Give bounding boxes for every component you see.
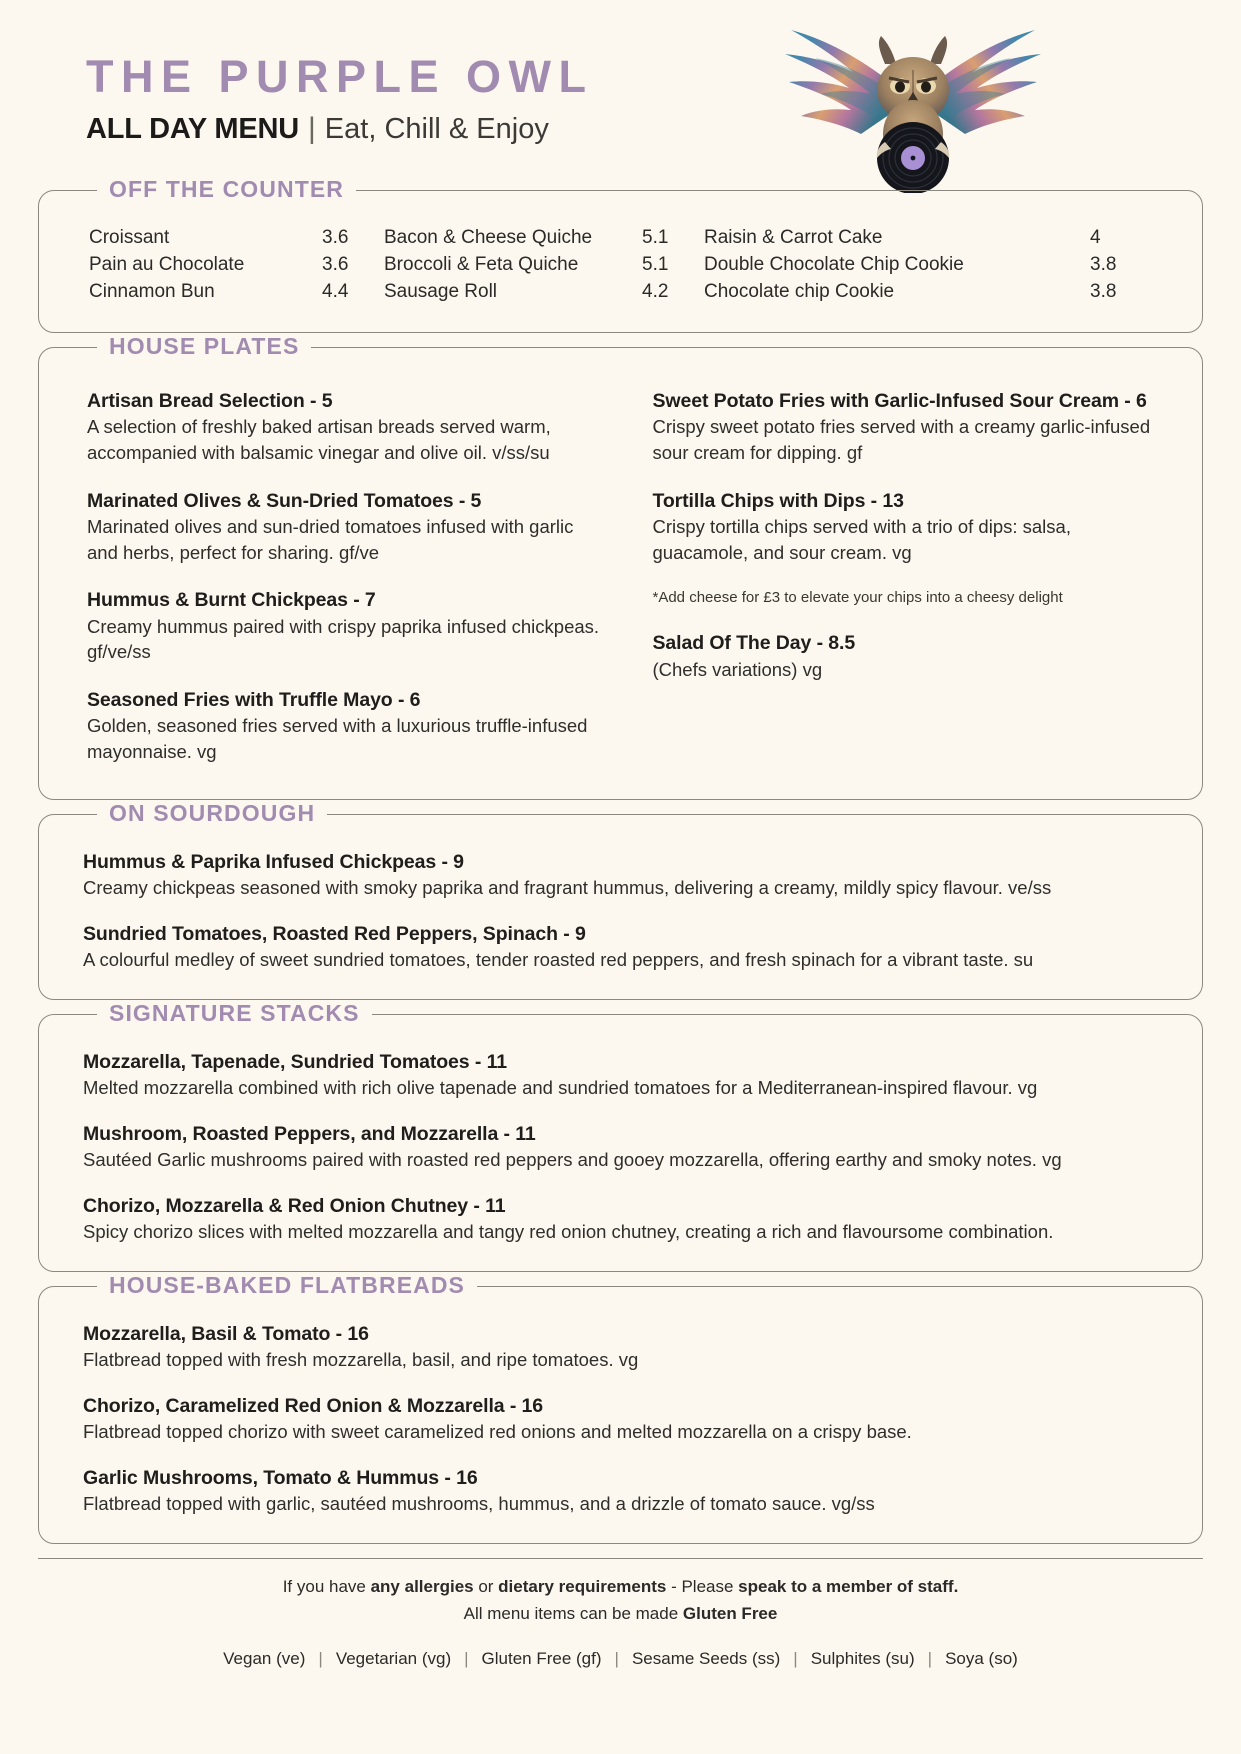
counter-column-3-names (704, 225, 1090, 306)
menu-item (83, 921, 1158, 973)
item-description: Marinated olives and sun-dried tomatoes infused with garlic and herbs, perfect for sharing. gf/ve (87, 515, 574, 563)
item-title: Artisan Bread Selection - 5 (87, 389, 333, 412)
section-off-the-counter (38, 176, 1203, 333)
list-item: Double Chocolate Chip Cookie (704, 253, 964, 275)
item-description: Flatbread topped chorizo with sweet caramelized red onions and melted mozzarella on a crispy base. (83, 1421, 912, 1443)
allergen-vegetarian: Vegetarian (vg) (335, 1648, 452, 1668)
list-item: Bacon & Cheese Quiche (384, 227, 593, 248)
item-price: 5.1 (642, 253, 669, 275)
item-title: Hummus & Paprika Infused Chickpeas - 9 (83, 850, 464, 873)
house-baked-flatbreads-body (39, 1287, 1202, 1543)
counter-column-1-names (89, 225, 322, 306)
menu-item (87, 488, 601, 566)
allergy-bold-staff: speak to a member of staff. (738, 1576, 959, 1596)
allergen-separator: | (464, 1648, 469, 1668)
section-house-baked-flatbreads (38, 1271, 1203, 1544)
brand-title: THE PURPLE OWL (86, 51, 594, 102)
allergy-bold-dietary: dietary requirements (498, 1576, 667, 1596)
house-plates-body (39, 348, 1202, 799)
menu-item (87, 687, 601, 765)
allergen-separator: | (927, 1648, 933, 1668)
item-title: Mozzarella, Basil & Tomato - 16 (83, 1322, 369, 1345)
item-description: Melted mozzarella combined with rich olive tapenade and sundried tomatoes for a Mediterranean-inspired flavour. vg (83, 1077, 1038, 1099)
owl-right-pupil (921, 82, 931, 93)
vinyl-spindle-hole (911, 156, 916, 161)
list-item: Sausage Roll (384, 280, 498, 302)
menu-item (83, 849, 1158, 901)
counter-column-3 (704, 225, 1152, 306)
section-title-signature-stacks: SIGNATURE STACKS (97, 1000, 372, 1027)
counter-column-2-names (384, 225, 642, 306)
item-price: 3.6 (322, 253, 349, 275)
item-description: Creamy chickpeas seasoned with smoky paprika and fragrant hummus, delivering a creamy, mildly spicy flavour. ve/ss (83, 877, 1052, 899)
counter-column-1 (89, 225, 384, 306)
owl-icon (733, 8, 1063, 193)
list-item: Cinnamon Bun (89, 280, 215, 302)
allergen-sesame-seeds: Sesame Seeds (ss) (631, 1648, 781, 1668)
item-title: Salad Of The Day - 8.5 (652, 632, 856, 655)
allergen-separator: | (614, 1648, 619, 1668)
item-description: Spicy chorizo slices with melted mozzarella and tangy red onion chutney, creating a rich and flavoursome combination. (83, 1221, 1054, 1243)
page-header (38, 0, 1203, 190)
item-description: Crispy sweet potato fries served with a creamy garlic-infused sour cream for dipping. gf (652, 416, 1151, 463)
section-signature-stacks (38, 999, 1203, 1272)
owl-left-pupil (895, 82, 905, 93)
page-footer (38, 1558, 1203, 1669)
item-title: Mushroom, Roasted Peppers, and Mozzarella - 11 (83, 1122, 536, 1145)
allergen-sulphites: Sulphites (su) (810, 1648, 915, 1668)
menu-item (83, 1393, 1158, 1445)
menu-item (87, 587, 601, 665)
item-title: Sweet Potato Fries with Garlic-Infused Sour Cream - 6 (652, 389, 1147, 412)
owl-left-wing (785, 30, 893, 134)
item-price: 3.8 (1090, 280, 1117, 302)
menu-item (653, 630, 1167, 682)
list-item: Raisin & Carrot Cake (704, 227, 883, 248)
item-title: Marinated Olives & Sun-Dried Tomatoes - 5 (87, 489, 482, 512)
gluten-bold: Gluten Free (682, 1604, 778, 1624)
menu-subtitle-divider: | (308, 111, 316, 145)
on-sourdough-body (39, 815, 1202, 999)
item-title: Chorizo, Mozzarella & Red Onion Chutney - 11 (83, 1194, 506, 1217)
item-description: Creamy hummus paired with crispy paprika infused chickpeas. gf/ve/ss (87, 615, 600, 663)
section-house-plates (38, 332, 1203, 800)
item-price: 3.6 (322, 227, 349, 248)
item-description: Golden, seasoned fries served with a luxurious truffle-infused mayonnaise. vg (87, 715, 588, 763)
list-item: Pain au Chocolate (89, 253, 245, 275)
counter-column-2 (384, 225, 704, 306)
item-description: Flatbread topped with fresh mozzarella, basil, and ripe tomatoes. vg (83, 1349, 639, 1371)
allergen-gluten-free: Gluten Free (gf) (481, 1648, 602, 1668)
house-plates-left-column (39, 388, 625, 765)
item-description: Sautéed Garlic mushrooms paired with roasted red peppers and gooey mozzarella, offering earthy and smoky notes. vg (83, 1149, 1062, 1171)
menu-item (83, 1049, 1158, 1101)
allergy-text-3: - Please (666, 1576, 739, 1596)
menu-item (87, 388, 601, 466)
menu-item (83, 1321, 1158, 1373)
item-title: Chorizo, Caramelized Red Onion & Mozzarella - 16 (83, 1394, 544, 1417)
allergen-vegan: Vegan (ve) (223, 1648, 306, 1668)
allergen-soya: Soya (so) (945, 1648, 1018, 1668)
menu-subtitle-strong: ALL DAY MENU (86, 112, 299, 145)
allergy-notice (38, 1573, 1203, 1601)
list-item: Chocolate chip Cookie (704, 280, 895, 302)
menu-item (653, 488, 1167, 566)
item-title: Tortilla Chips with Dips - 13 (652, 489, 904, 512)
off-the-counter-body (39, 191, 1202, 332)
section-title-off-the-counter: OFF THE COUNTER (97, 176, 356, 203)
owl-logo (733, 8, 1063, 193)
item-description: A colourful medley of sweet sundried tomatoes, tender roasted red peppers, and fresh spinach for a vibrant taste. su (83, 949, 1034, 971)
item-title: Hummus & Burnt Chickpeas - 7 (87, 589, 376, 612)
item-title: Garlic Mushrooms, Tomato & Hummus - 16 (83, 1466, 478, 1489)
allergy-bold-allergies: any allergies (370, 1576, 474, 1596)
item-description: (Chefs variations) vg (652, 658, 823, 680)
section-title-house-plates: HOUSE PLATES (97, 333, 311, 360)
section-title-on-sourdough: ON SOURDOUGH (97, 800, 327, 827)
owl-left-ear-tuft (879, 36, 896, 64)
list-item: Broccoli & Feta Quiche (384, 253, 579, 275)
item-price: 3.8 (1090, 253, 1117, 275)
add-cheese-note: *Add cheese for £3 to elevate your chips into a cheesy delight (652, 589, 1063, 607)
allergy-text-2: or (473, 1576, 499, 1596)
item-price: 5.1 (642, 227, 669, 248)
item-description: Crispy tortilla chips served with a trio of dips: salsa, guacamole, and sour cream. vg (652, 515, 1071, 563)
counter-column-3-prices (1090, 225, 1152, 306)
section-title-house-baked-flatbreads: HOUSE-BAKED FLATBREADS (97, 1272, 477, 1299)
owl-right-wing (933, 30, 1041, 134)
menu-item (83, 1193, 1158, 1245)
allergen-separator: | (318, 1648, 323, 1668)
allergen-key (38, 1649, 1203, 1669)
menu-item (653, 388, 1167, 466)
item-title: Mozzarella, Tapenade, Sundried Tomatoes - 11 (83, 1050, 507, 1073)
section-on-sourdough (38, 799, 1203, 1000)
owl-right-ear-tuft (930, 36, 947, 64)
menu-item (83, 1465, 1158, 1517)
item-description: Flatbread topped with garlic, sautéed mushrooms, hummus, and a drizzle of tomato sauce. vg/ss (83, 1493, 875, 1515)
gluten-text: All menu items can be made (463, 1604, 683, 1624)
menu-subtitle-light: Eat, Chill & Enjoy (324, 112, 549, 145)
allergen-separator: | (793, 1648, 798, 1668)
menu-item (83, 1121, 1158, 1173)
item-price: 4.2 (642, 280, 669, 302)
item-price: 4.4 (322, 280, 349, 302)
gluten-free-notice (38, 1600, 1203, 1628)
list-item: Croissant (89, 227, 170, 248)
counter-column-1-prices (322, 225, 384, 306)
house-plates-right-column (625, 388, 1203, 765)
allergy-text-1: If you have (282, 1576, 371, 1596)
item-description: A selection of freshly baked artisan breads served warm, accompanied with balsamic vinegar and olive oil. v/ss/su (87, 416, 551, 463)
item-title: Seasoned Fries with Truffle Mayo - 6 (87, 689, 421, 712)
signature-stacks-body (39, 1015, 1202, 1271)
item-title: Sundried Tomatoes, Roasted Red Peppers, Spinach - 9 (83, 922, 586, 945)
counter-column-2-prices (642, 225, 704, 306)
item-price: 4 (1090, 227, 1101, 248)
